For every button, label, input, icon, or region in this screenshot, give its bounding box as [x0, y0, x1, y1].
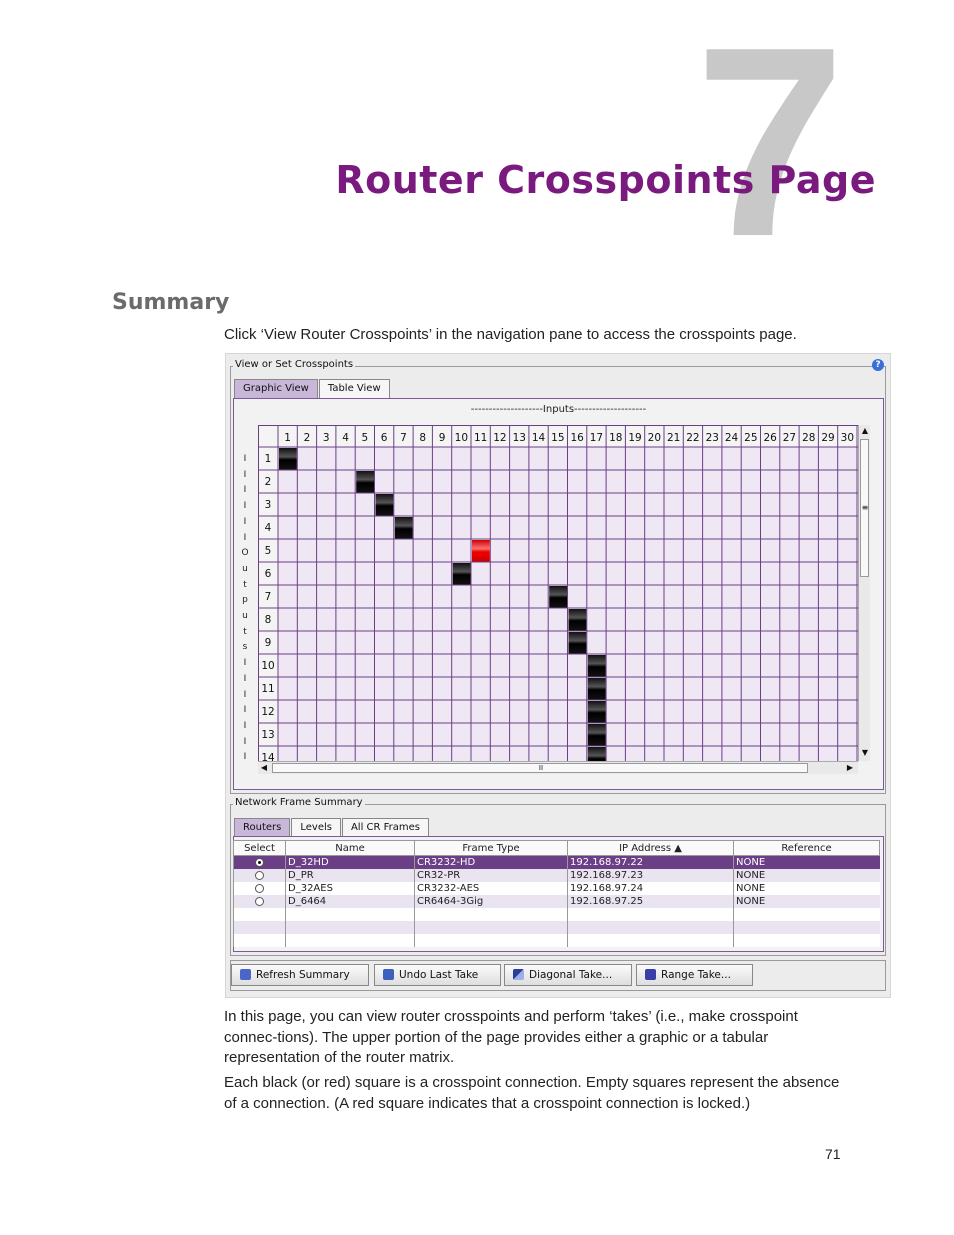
- output-number-label: 14: [261, 752, 275, 761]
- input-number-label: 22: [686, 432, 700, 444]
- intro-paragraph: Click ‘View Router Crosspoints’ in the navigation pane to access the crosspoints page.: [224, 326, 797, 343]
- input-number-label: 24: [724, 432, 739, 444]
- refresh-summary-button[interactable]: [231, 964, 369, 986]
- output-number-label: 12: [261, 706, 275, 718]
- col-ip-address[interactable]: IP Address ▲: [568, 841, 734, 856]
- cell-name: D_PR: [286, 869, 415, 882]
- input-number-label: 17: [589, 432, 604, 444]
- input-number-label: 30: [840, 432, 855, 444]
- col-reference[interactable]: Reference: [734, 841, 880, 856]
- crosspoints-legend: View or Set Crosspoints: [235, 359, 354, 370]
- locked-crosspoint[interactable]: [472, 540, 490, 562]
- output-number-label: 6: [264, 568, 272, 580]
- range-icon: [645, 969, 656, 980]
- tab-all-cr-frames[interactable]: All CR Frames: [342, 818, 429, 837]
- input-number-label: 5: [361, 432, 369, 444]
- input-number-label: 21: [666, 432, 681, 444]
- outputs-label-char: I: [243, 532, 247, 543]
- crosspoint-connection[interactable]: [569, 609, 587, 631]
- input-number-label: 4: [342, 432, 349, 444]
- output-number-label: 10: [261, 660, 275, 672]
- select-radio[interactable]: [255, 897, 264, 906]
- input-number-label: 1: [284, 432, 291, 444]
- input-number-label: 14: [531, 432, 546, 444]
- inputs-label: --------------------Inputs--------------------: [470, 404, 647, 415]
- chapter-number: 7: [695, 0, 846, 293]
- outputs-label-char: p: [242, 595, 248, 606]
- help-icon[interactable]: ?: [872, 359, 884, 371]
- range-take-button[interactable]: [636, 964, 753, 986]
- body-paragraph-1: In this page, you can view router crosspoints and perform ‘takes’ (i.e., make crosspoint connec-tions). The upper portion of the page provides either a graphic or a tabular representation of the router matrix.: [224, 1008, 798, 1066]
- col-select[interactable]: Select: [234, 841, 286, 856]
- table-row[interactable]: [234, 895, 880, 908]
- input-number-label: 15: [551, 432, 565, 444]
- scroll-right-icon[interactable]: ▶: [846, 763, 854, 772]
- table-row[interactable]: [234, 869, 880, 882]
- cell-ip: 192.168.97.25: [568, 895, 734, 908]
- outputs-label-char: u: [242, 611, 248, 621]
- input-number-label: 2: [303, 432, 311, 444]
- cell-ip: 192.168.97.22: [568, 856, 734, 870]
- table-row[interactable]: [234, 856, 880, 870]
- table-header-row: [234, 841, 880, 856]
- outputs-label-char: I: [243, 485, 247, 496]
- tab-graphic-view[interactable]: Graphic View: [234, 379, 318, 398]
- input-number-label: 3: [322, 432, 330, 444]
- undo-icon: [383, 969, 394, 980]
- cell-frame-type: CR3232-HD: [415, 856, 568, 870]
- input-number-label: 19: [628, 432, 642, 444]
- crosspoint-connection[interactable]: [279, 448, 297, 470]
- outputs-label-char: t: [243, 626, 247, 637]
- outputs-label-char: I: [243, 752, 247, 763]
- cell-ip: 192.168.97.24: [568, 882, 734, 895]
- horizontal-scroll-thumb[interactable]: [272, 763, 808, 773]
- cell-frame-type: CR3232-AES: [415, 882, 568, 895]
- crosspoint-connection[interactable]: [569, 632, 587, 654]
- input-number-label: 26: [763, 432, 777, 444]
- output-number-label: 13: [261, 729, 275, 741]
- refresh-icon: [240, 969, 251, 980]
- table-row-empty: [234, 908, 880, 921]
- col-frame-type[interactable]: Frame Type: [415, 841, 568, 856]
- input-number-label: 20: [647, 432, 662, 444]
- input-number-label: 6: [380, 432, 388, 444]
- undo-last-take-label: Undo Last Take: [399, 969, 479, 981]
- input-number-label: 16: [570, 432, 584, 444]
- input-number-label: 8: [419, 432, 427, 444]
- outputs-label-char: I: [243, 720, 247, 731]
- col-name[interactable]: Name: [286, 841, 415, 856]
- crosspoint-connection[interactable]: [588, 747, 606, 761]
- cell-reference: NONE: [734, 895, 880, 908]
- input-number-label: 29: [821, 432, 835, 444]
- crosspoint-connection[interactable]: [395, 517, 413, 539]
- crosspoint-connection[interactable]: [588, 678, 606, 700]
- crosspoint-connection[interactable]: [549, 586, 567, 608]
- scroll-left-icon[interactable]: ◀: [260, 763, 268, 772]
- cell-frame-type: CR32-PR: [415, 869, 568, 882]
- summary-tabs: [234, 818, 430, 837]
- outputs-label-char: u: [242, 563, 248, 574]
- outputs-label-char: I: [243, 736, 247, 747]
- input-number-label: 27: [782, 432, 797, 444]
- refresh-summary-label: Refresh Summary: [256, 969, 350, 981]
- input-number-label: 13: [512, 432, 526, 444]
- input-number-label: 18: [609, 432, 623, 444]
- diagonal-take-label: Diagonal Take...: [529, 969, 613, 981]
- cell-frame-type: CR6464-3Gig: [415, 895, 568, 908]
- outputs-label-char: I: [243, 454, 247, 464]
- outputs-label-char: O: [241, 548, 249, 559]
- scroll-down-icon[interactable]: ▼: [861, 748, 869, 757]
- crosspoint-connection[interactable]: [376, 494, 394, 516]
- outputs-label-char: I: [243, 501, 247, 512]
- outputs-label-char: I: [243, 516, 247, 527]
- diagonal-icon: [513, 969, 524, 980]
- crosspoint-connection[interactable]: [356, 471, 374, 493]
- crosspoint-connection[interactable]: [453, 563, 471, 585]
- outputs-label-char: t: [243, 579, 247, 590]
- cell-reference: NONE: [734, 882, 880, 895]
- vertical-scrollbar[interactable]: [858, 425, 870, 761]
- input-number-label: 9: [438, 432, 446, 444]
- horizontal-scrollbar[interactable]: [258, 761, 858, 774]
- tab-levels[interactable]: Levels: [291, 818, 341, 837]
- output-number-label: 2: [264, 476, 272, 488]
- input-number-label: 11: [473, 432, 488, 444]
- body-paragraph-2: Each black (or red) square is a crosspoint connection. Empty squares represent the absence of a connection. (A red square indicates that a crosspoint connection is locked.): [224, 1074, 840, 1112]
- crosspoint-connection[interactable]: [588, 701, 606, 723]
- cell-name: D_32AES: [286, 882, 415, 895]
- outputs-label-char: I: [243, 469, 247, 480]
- cell-name: D_6464: [286, 895, 415, 908]
- table-row-empty: [234, 934, 880, 947]
- view-tabs: [234, 379, 391, 398]
- output-number-label: 8: [264, 614, 272, 626]
- cell-ip: 192.168.97.23: [568, 869, 734, 882]
- chapter-title: Router Crosspoints Page: [335, 158, 876, 202]
- output-number-label: 11: [261, 683, 275, 695]
- output-number-label: 7: [264, 591, 272, 603]
- hscroll-grip-icon: II: [538, 764, 544, 772]
- output-number-label: 4: [264, 522, 272, 534]
- table-row[interactable]: [234, 882, 880, 895]
- cell-reference: NONE: [734, 856, 880, 870]
- crosspoint-connection[interactable]: [588, 724, 606, 746]
- select-radio[interactable]: [255, 871, 264, 880]
- cell-reference: NONE: [734, 869, 880, 882]
- output-number-label: 9: [264, 637, 272, 649]
- output-number-label: 5: [264, 545, 272, 557]
- scroll-grip-icon: ≡: [861, 503, 869, 512]
- crosspoint-grid[interactable]: [258, 425, 858, 761]
- input-number-label: 10: [454, 432, 469, 444]
- crosspoint-grid-svg[interactable]: [258, 425, 858, 761]
- cell-name: D_32HD: [286, 856, 415, 870]
- input-number-label: 7: [400, 432, 407, 444]
- outputs-label-char: I: [243, 705, 247, 716]
- section-heading: Summary: [112, 290, 230, 315]
- input-number-label: 12: [493, 432, 507, 444]
- summary-legend: Network Frame Summary: [235, 797, 363, 808]
- input-number-label: 28: [802, 432, 816, 444]
- select-radio[interactable]: [255, 858, 264, 867]
- select-radio[interactable]: [255, 884, 264, 893]
- crosspoint-connection[interactable]: [588, 655, 606, 677]
- output-number-label: 1: [264, 453, 272, 465]
- table-row-empty: [234, 921, 880, 934]
- range-take-label: Range Take...: [661, 969, 731, 981]
- tab-routers[interactable]: Routers: [234, 818, 290, 837]
- tab-table-view[interactable]: Table View: [319, 379, 390, 398]
- outputs-label-char: I: [243, 689, 247, 700]
- input-number-label: 23: [705, 432, 719, 444]
- scroll-up-icon[interactable]: ▲: [861, 426, 869, 435]
- outputs-label-char: I: [243, 673, 247, 684]
- outputs-label-char: s: [242, 642, 248, 653]
- output-number-label: 3: [264, 499, 272, 511]
- routers-table: [233, 840, 880, 947]
- diagonal-take-button[interactable]: [504, 964, 632, 986]
- outputs-label-char: I: [243, 658, 247, 669]
- undo-last-take-button[interactable]: [374, 964, 501, 986]
- input-number-label: 25: [744, 432, 758, 444]
- page-number: 71: [825, 1146, 841, 1162]
- vertical-scroll-thumb[interactable]: [860, 439, 869, 577]
